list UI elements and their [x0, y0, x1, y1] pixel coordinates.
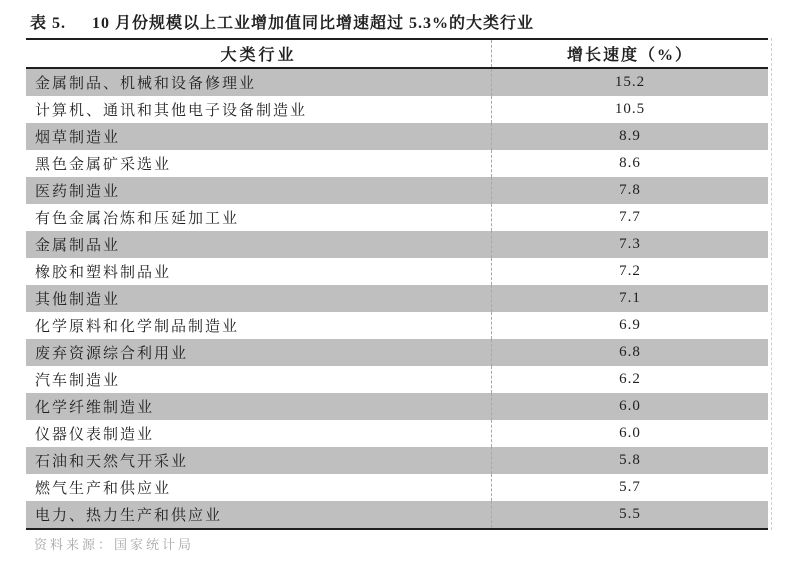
data-source-note: 资料来源：国家统计局 [34, 537, 195, 552]
table-row [26, 177, 768, 204]
table-row [26, 285, 768, 312]
table-row [26, 501, 768, 528]
industry-name: 金属制品业 [35, 238, 121, 254]
industry-name: 其他制造业 [35, 292, 121, 308]
industry-name: 医药制造业 [35, 184, 121, 200]
industry-name: 仪器仪表制造业 [35, 427, 155, 443]
table-header-row [26, 40, 768, 69]
industry-name: 黑色金属矿采选业 [35, 157, 172, 173]
growth-value: 6.0 [491, 420, 768, 447]
industry-name: 橡胶和塑料制品业 [35, 265, 172, 281]
table-row [26, 447, 768, 474]
industry-name: 化学纤维制造业 [35, 400, 155, 416]
industry-name: 废弃资源综合利用业 [35, 346, 189, 362]
table-row [26, 231, 768, 258]
growth-value: 8.6 [491, 150, 768, 177]
growth-value: 6.0 [491, 393, 768, 420]
growth-value: 5.8 [491, 447, 768, 474]
growth-value: 5.5 [491, 501, 768, 528]
table-row [26, 96, 768, 123]
table-row [26, 312, 768, 339]
table-row [26, 366, 768, 393]
growth-value: 7.8 [491, 177, 768, 204]
table-row [26, 474, 768, 501]
growth-value: 6.2 [491, 366, 768, 393]
industry-name: 化学原料和化学制品制造业 [35, 319, 240, 335]
table-row [26, 339, 768, 366]
table-row [26, 123, 768, 150]
industry-name: 金属制品、机械和设备修理业 [35, 76, 257, 92]
growth-value: 6.9 [491, 312, 768, 339]
growth-value: 8.9 [491, 123, 768, 150]
table-row [26, 420, 768, 447]
growth-value: 7.1 [491, 285, 768, 312]
table-title [30, 10, 534, 33]
industry-name: 电力、热力生产和供应业 [35, 508, 223, 524]
growth-value: 5.7 [491, 474, 768, 501]
table-row [26, 393, 768, 420]
industry-growth-table [26, 38, 768, 530]
industry-name: 烟草制造业 [35, 130, 121, 146]
growth-value: 6.8 [491, 339, 768, 366]
table-row [26, 204, 768, 231]
industry-name: 石油和天然气开采业 [35, 454, 189, 470]
table-row [26, 150, 768, 177]
growth-value: 15.2 [491, 69, 768, 96]
table-body [26, 69, 768, 528]
table-row [26, 69, 768, 96]
industry-name: 有色金属冶炼和压延加工业 [35, 211, 240, 227]
growth-value: 10.5 [491, 96, 768, 123]
textbox-right-border [771, 38, 772, 530]
header-industry-column: 大类行业 [220, 47, 297, 64]
industry-name: 计算机、通讯和其他电子设备制造业 [35, 103, 308, 119]
industry-name: 燃气生产和供应业 [35, 481, 172, 497]
table-title-text: 10 月份规模以上工业增加值同比增速超过 5.3%的大类行业 [92, 15, 535, 32]
table-row [26, 258, 768, 285]
header-growth-column: 增长速度（%） [491, 40, 768, 67]
growth-value: 7.7 [491, 204, 768, 231]
table-number: 表 5. [30, 15, 67, 32]
growth-value: 7.2 [491, 258, 768, 285]
growth-value: 7.3 [491, 231, 768, 258]
industry-name: 汽车制造业 [35, 373, 121, 389]
